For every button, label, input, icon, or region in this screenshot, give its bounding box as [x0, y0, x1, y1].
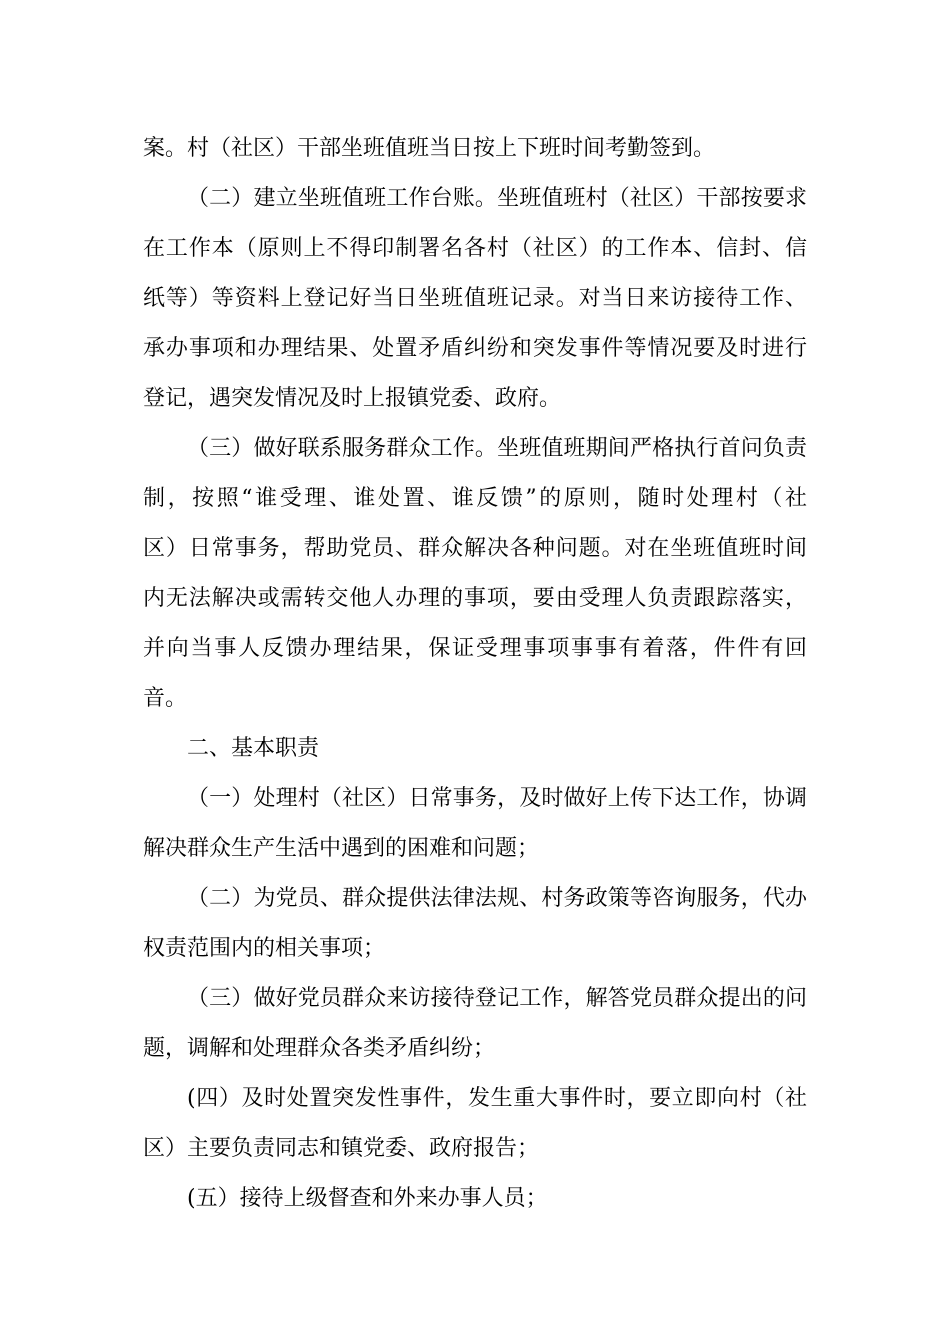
text-line: （一）处理村（社区）日常事务，及时做好上传下达工作，协调 — [187, 786, 807, 811]
text-line: 制，按照“谁受理、谁处置、谁反馈”的原则，随时处理村（社 — [143, 486, 807, 511]
text-line: 在工作本（原则上不得印制署名各村（社区）的工作本、信封、信 — [143, 236, 807, 261]
text-line: 区）主要负责同志和镇党委、政府报告； — [143, 1136, 540, 1161]
text-line: （三）做好党员群众来访接待登记工作，解答党员群众提出的问 — [187, 986, 807, 1011]
text-line: (五）接待上级督查和外来办事人员； — [187, 1186, 548, 1211]
text-line: 题，调解和处理群众各类矛盾纠纷； — [143, 1036, 496, 1061]
text-line: （三）做好联系服务群众工作。坐班值班期间严格执行首问负责 — [187, 436, 807, 461]
text-line: （二）为党员、群众提供法律法规、村务政策等咨询服务，代办 — [187, 886, 807, 911]
section-heading: 二、基本职责 — [187, 736, 320, 761]
text-line: 承办事项和办理结果、处置矛盾纠纷和突发事件等情况要及时进行 — [143, 336, 807, 361]
text-line: 登记，遇突发情况及时上报镇党委、政府。 — [143, 386, 562, 411]
text-line: 纸等）等资料上登记好当日坐班值班记录。对当日来访接待工作、 — [143, 286, 807, 311]
text-line: 案。村（社区）干部坐班值班当日按上下班时间考勤签到。 — [143, 136, 716, 161]
text-line: 权责范围内的相关事项； — [143, 936, 386, 961]
text-line: 解决群众生产生活中遇到的困难和问题； — [143, 836, 540, 861]
text-line: 区）日常事务，帮助党员、群众解决各种问题。对在坐班值班时间 — [143, 536, 807, 561]
text-line: 音。 — [143, 686, 188, 711]
text-line: 内无法解决或需转交他人办理的事项，要由受理人负责跟踪落实， — [143, 586, 807, 611]
text-line: 并向当事人反馈办理结果，保证受理事项事事有着落，件件有回 — [143, 636, 807, 661]
text-line: （二）建立坐班值班工作台账。坐班值班村（社区）干部按要求 — [187, 186, 807, 211]
text-line: (四）及时处置突发性事件，发生重大事件时，要立即向村（社 — [187, 1086, 807, 1111]
